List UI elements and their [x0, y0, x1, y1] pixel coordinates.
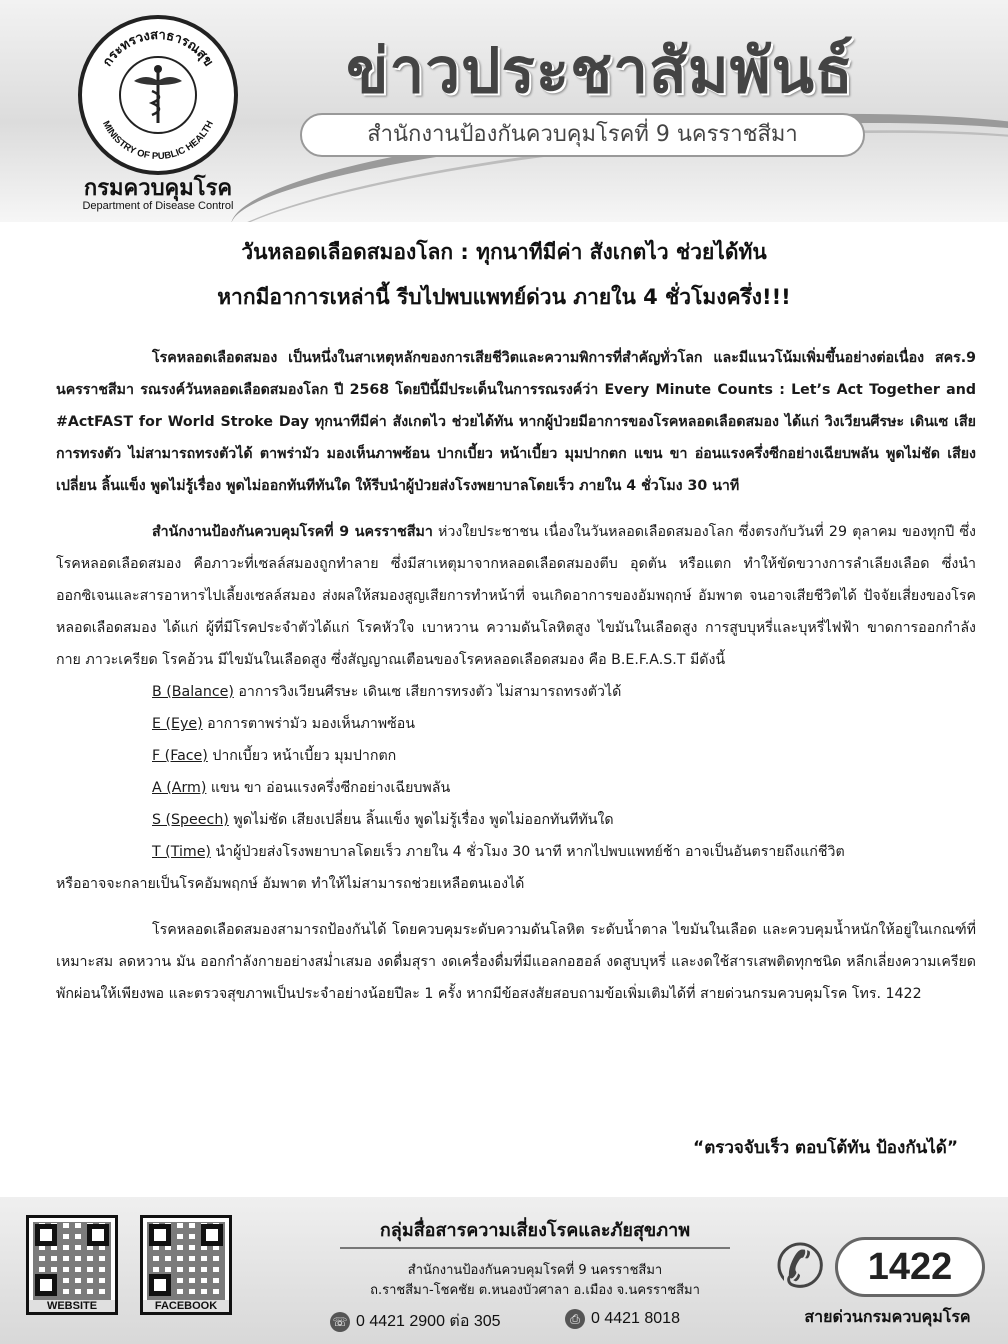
befast-item — [56, 836, 976, 868]
footer-divider — [340, 1247, 730, 1249]
befast-text: พูดไม่ชัด เสียงเปลี่ยน ลิ้นแข็ง พูดไม่รู้เรื่อง พูดไม่ออกทันทีทันใด — [228, 812, 614, 828]
hotline-number-badge: 1422 — [835, 1237, 985, 1297]
paragraph-befast — [56, 516, 976, 676]
seal-text-thai: กระทรวงสาธารณสุข — [100, 27, 216, 70]
paragraph-lead: สำนักงานป้องกันควบคุมโรคที่ 9 นครราชสีมา — [152, 524, 433, 540]
befast-text: ปากเบี้ยว หน้าเบี้ยว มุมปากตก — [207, 748, 397, 764]
office-subtitle: สำนักงานป้องกันควบคุมโรคที่ 9 นครราชสีมา — [300, 113, 865, 157]
befast-code: T (Time) — [152, 844, 211, 860]
befast-code: E (Eye) — [152, 716, 203, 732]
org-name-thai: กรมควบคุมโรค — [83, 176, 233, 201]
campaign-slogan: “ตรวจจับเร็ว ตอบโต้ทัน ป้องกันได้” — [693, 1138, 958, 1158]
masthead-title: ข่าวประชาสัมพันธ์ — [346, 34, 854, 107]
qr-code-website[interactable] — [26, 1215, 118, 1315]
hotline-phone-icon: ✆ — [775, 1232, 826, 1302]
phone-icon: ☏ — [330, 1312, 350, 1332]
befast-item — [56, 708, 976, 740]
befast-item — [56, 804, 976, 836]
fax-icon: ⎙ — [565, 1309, 585, 1329]
befast-item-continuation: หรืออาจจะกลายเป็นโรคอัมพฤกษ์ อัมพาต ทำให้ไม่สามารถช่วยเหลือตนเองได้ — [56, 876, 525, 892]
footer-address-line-1: สำนักงานป้องกันควบคุมโรคที่ 9 นครราชสีมา — [407, 1263, 663, 1278]
footer-address-line-2: ถ.ราชสีมา-โชคชัย ต.หนองบัวศาลา อ.เมือง จ.นครราชสีมา — [370, 1283, 700, 1298]
headline-line-2: หากมีอาการเหล่านี้ รีบไปพบแพทย์ด่วน ภายใน 4 ชั่วโมงครึ่ง!!! — [217, 285, 791, 309]
svg-text:MINISTRY OF PUBLIC HEALTH — [100, 119, 216, 162]
header-banner — [0, 0, 1008, 222]
befast-text: นำผู้ป่วยส่งโรงพยาบาลโดยเร็ว ภายใน 4 ชั่วโมง 30 นาที หากไปพบแพทย์ช้า อาจเป็นอันตรายถึงแก่ชีวิต — [210, 844, 845, 860]
qr-facebook-label: FACEBOOK — [143, 1300, 229, 1312]
befast-item — [56, 740, 976, 772]
footer-fax — [565, 1309, 680, 1329]
befast-code: B (Balance) — [152, 684, 234, 700]
article-body — [56, 342, 976, 1010]
footer-group-title: กลุ่มสื่อสารความเสี่ยงโรคและภัยสุขภาพ — [379, 1220, 691, 1241]
ministry-seal-logo — [78, 15, 238, 175]
qr-code-facebook[interactable] — [140, 1215, 232, 1315]
befast-text: แขน ขา อ่อนแรงครึ่งซีกอย่างเฉียบพลัน — [206, 780, 451, 796]
footer-fax-number: 0 4421 8018 — [591, 1310, 680, 1328]
paragraph-prevention: โรคหลอดเลือดสมองสามารถป้องกันได้ โดยควบคุมระดับความดันโลหิต ระดับน้ำตาล ไขมันในเลือด และควบคุมน้ำหนักให้อยู่ในเกณฑ์ที่เหมาะสม ลดหวาน มัน ออกกำลังกายอย่างสม่ำเสมอ งดดื่มสุรา งดเครื่องดื่มที่มีแอลกอฮอล์ งดสูบบุหรี่ และงดใช้สารเสพติดทุกชนิด หลีกเลี่ยงความเครียด พักผ่อนให้เพียงพอ และตรวจสุขภาพเป็นประจำอย่างน้อยปีละ 1 ครั้ง หากมีข้อสงสัยสอบถามข้อเพิ่มเติมได้ที่ สายด่วนกรมควบคุมโรค โทร. 1422 — [56, 922, 976, 1002]
headline-line-1: วันหลอดเลือดสมองโลก : ทุกนาทีมีค่า สังเกตไว ช่วยได้ทัน — [241, 240, 767, 264]
svg-text:กระทรวงสาธารณสุข — [100, 28, 216, 69]
footer-bar — [0, 1197, 1008, 1344]
paragraph-intro: โรคหลอดเลือดสมอง เป็นหนึ่งในสาเหตุหลักของการเสียชีวิตและความพิการที่สำคัญทั่วโลก และมีแนวโน้มเพิ่มขึ้นอย่างต่อเนื่อง สคร.9 นครราชสีมา รณรงค์วันหลอดเลือดสมองโลก ปี 2568 โดยปีนี้มีประเด็นในการรณรงค์ว่า Every Minute Counts : Let’s Act Together and #ActFAST for World Stroke Day ทุกนาทีมีค่า สังเกตไว ช่วยได้ทัน หากผู้ป่วยมีอาการของโรคหลอดเลือดสมอง ได้แก่ วิงเวียนศีรษะ เดินเซ เสียการทรงตัว ไม่สามารถทรงตัวได้ ตาพร่ามัว มองเห็นภาพซ้อน ปากเบี้ยว หน้าเบี้ยว มุมปากตก แขน ขา อ่อนแรงครึ่งซีกอย่างเฉียบพลัน พูดไม่ชัด เสียงเปลี่ยน ลิ้นแข็ง พูดไม่รู้เรื่อง พูดไม่ออกทันทีทันใด ให้รีบนำผู้ป่วยส่งโรงพยาบาลโดยเร็ว ภายใน 4 ชั่วโมง 30 นาที — [56, 350, 976, 494]
footer-phone — [330, 1309, 501, 1334]
seal-emblem-icon — [82, 19, 234, 171]
org-name-english: Department of Disease Control — [82, 200, 234, 212]
hotline-label: สายด่วนกรมควบคุมโรค — [804, 1307, 971, 1326]
befast-text: อาการวิงเวียนศีรษะ เดินเซ เสียการทรงตัว ไม่สามารถทรงตัวได้ — [233, 684, 622, 700]
paragraph-befast-text: ห่วงใยประชาชน เนื่องในวันหลอดเลือดสมองโลก ซึ่งตรงกับวันที่ 29 ตุลาคม ของทุกปี ซึ่งโรคหลอดเลือดสมอง คือภาวะที่เซลล์สมองถูกทำลาย ซึ่งมีสาเหตุมาจากหลอดเลือดสมองตีบ อุดตัน หรือแตก ทำให้ขัดขวางการลำเลียงเลือด ซึ่งนำออกซิเจนและสารอาหารไปเลี้ยงเซลล์สมอง ส่งผลให้สมองสูญเสียการทำหน้าที่ จนเกิดอาการของอัมพฤกษ์ อัมพาต จนอาจเสียชีวิตได้ ปัจจัยเสี่ยงของโรคหลอดเลือดสมอง ได้แก่ ผู้ที่มีโรคประจำตัวได้แก่ โรคหัวใจ เบาหวาน ความดันโลหิตสูง ไขมันในเลือดสูง การสูบบุหรี่และบุหรี่ไฟฟ้า ขาดการออกกำลังกาย ภาวะเครียด โรคอ้วน มีไขมันในเลือดสูง ซึ่งสัญญาณเตือนของโรคหลอดเลือดสมอง คือ B.E.F.A.S.T มีดังนี้ — [56, 524, 976, 668]
befast-code: F (Face) — [152, 748, 208, 764]
befast-item — [56, 676, 976, 708]
befast-text: อาการตาพร่ามัว มองเห็นภาพซ้อน — [202, 716, 415, 732]
befast-code: S (Speech) — [152, 812, 229, 828]
befast-item — [56, 772, 976, 804]
seal-text-english: MINISTRY OF PUBLIC HEALTH — [100, 119, 216, 163]
footer-phone-number: 0 4421 2900 ต่อ 305 — [356, 1313, 501, 1330]
befast-code: A (Arm) — [152, 780, 207, 796]
qr-website-label: WEBSITE — [29, 1300, 115, 1312]
